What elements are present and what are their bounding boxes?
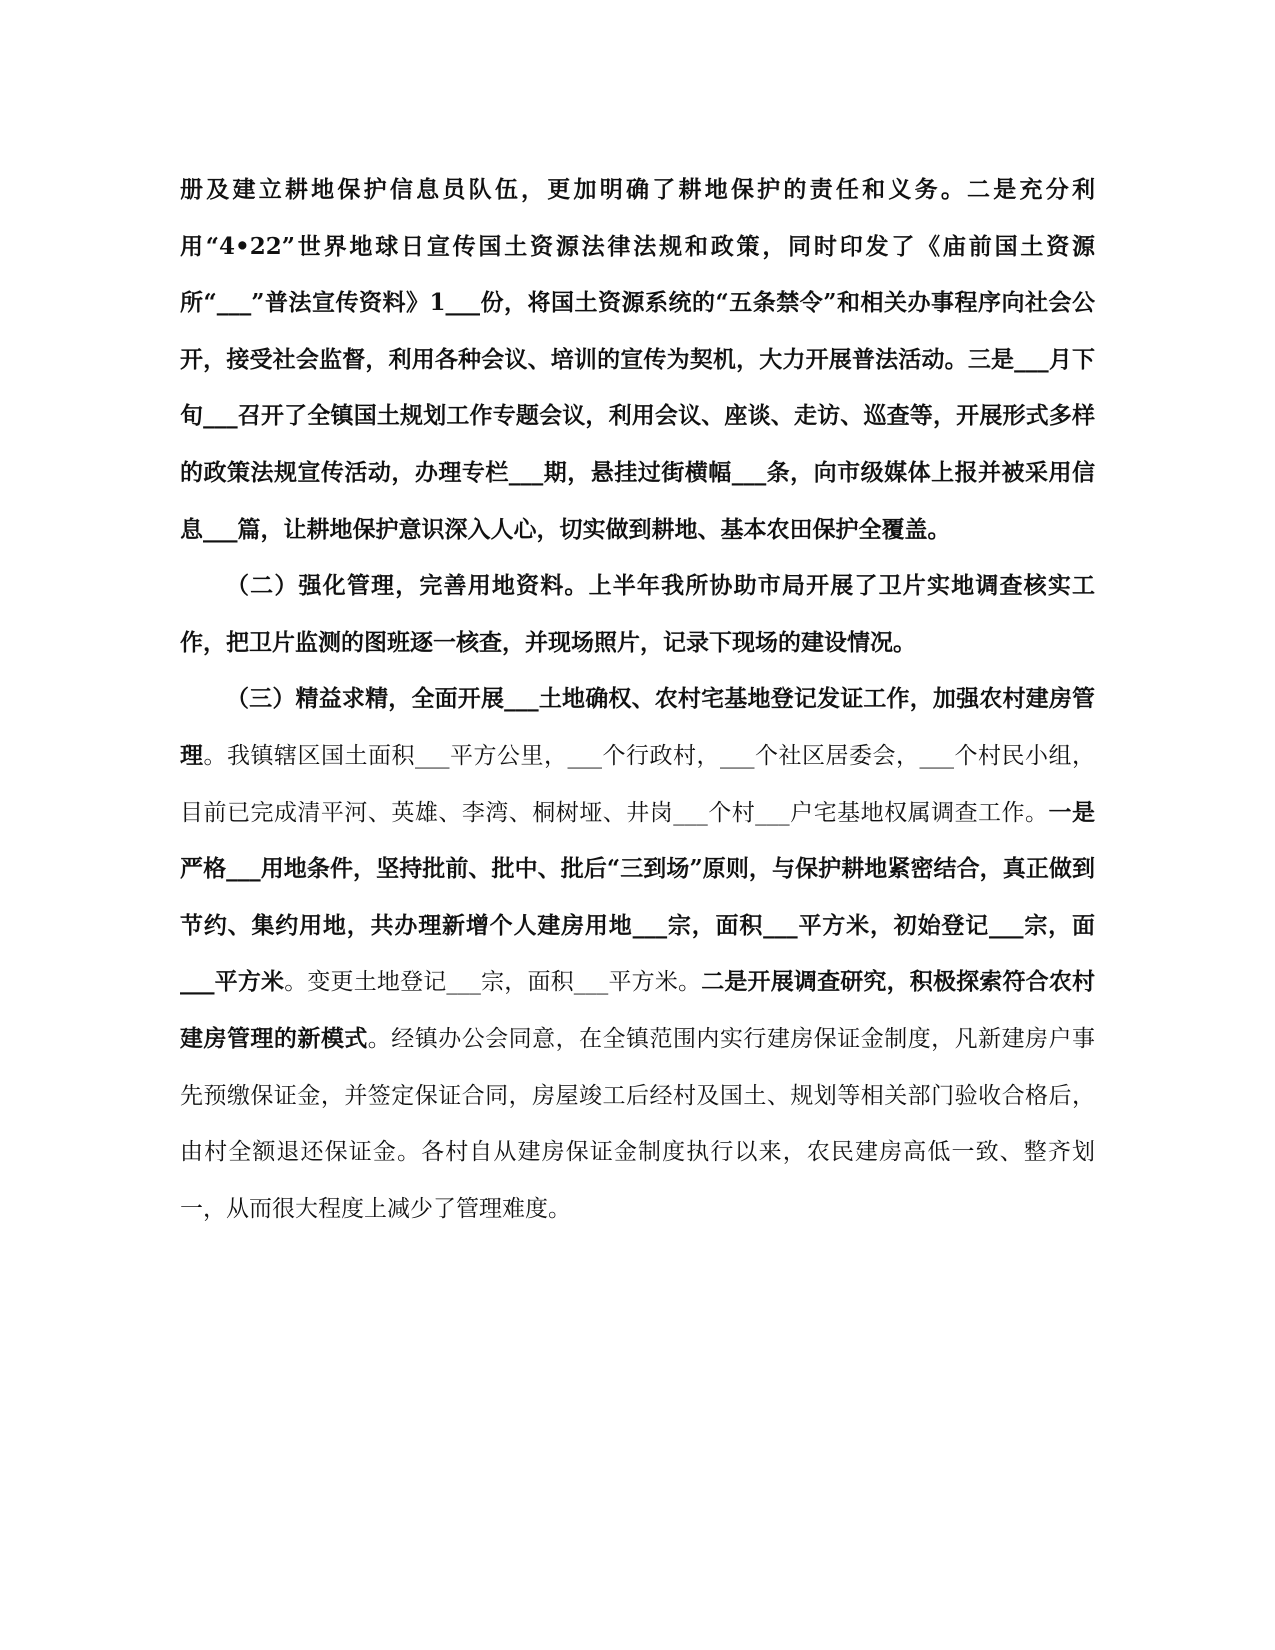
text-run: （三）精益求精，全面开展___土地确权、农村宅基地登记发证工作，加强农村建房管理 — [180, 685, 1095, 769]
text-run: 。经镇办公会同意，在全镇范围内实行建房保证金制度，凡新建房户事先预缴保证金，并签定保证合同，房屋竣工后经村及国土、规划等相关部门验收合格后，由村全额退还保证金。各村自从建房保证金制度执行以来，农民建房高低一致、整齐划一，从而很大程度上减少了管理难度。 — [180, 1025, 1096, 1222]
paragraph-1 — [180, 162, 1095, 558]
text-run: 一是严格___用地条件，坚持批前、批中、批后“三到场”原则，与保护耕地紧密结合，真正做到节约、集约用地，共办理新增个人建房用地___宗，面积___平方米，初始登记___宗，面___平方米 — [180, 798, 1096, 996]
text-run: 。我镇辖区国土面积___平方公里，___个行政村，___个社区居委会，___个村民小组，目前已完成清平河、英雄、李湾、桐树垭、井岗___个村___户宅基地权属调查工作。 — [180, 742, 1095, 826]
text-run: （二）强化管理，完善用地资料。上半年我所协助市局开展了卫片实地调查核实工作，把卫片监测的图班逐一核查，并现场照片，记录下现场的建设情况。 — [180, 572, 1095, 656]
text-run: 二是开展调查研究，积极探索符合农村建房管理的新模式 — [180, 968, 1096, 1052]
text-run: 册及建立耕地保护信息员队伍，更加明确了耕地保护的责任和义务。二是充分利用“4•22”世界地球日宣传国土资源法律法规和政策，同时印发了《庙前国土资源所“___”普法宣传资料》1___份，将国土资源系统的“五条禁令”和相关办事程序向社会公开，接受社会监督，利用各种会议、培训的宣传为契机，大力开展普法活动。三是___月下旬___召开了全镇国土规划工作专题会议，利用会议、座谈、走访、巡查等，开展形式多样的政策法规宣传活动，办理专栏___期，悬挂过街横幅___条，向市级媒体上报并被采用信息___篇，让耕地保护意识深入人心，切实做到耕地、基本农田保护全覆盖。 — [180, 176, 1095, 543]
paragraph-3 — [180, 671, 1095, 1237]
paragraph-2 — [180, 558, 1095, 671]
text-run: 。变更土地登记___宗，面积___平方米。 — [284, 969, 702, 996]
